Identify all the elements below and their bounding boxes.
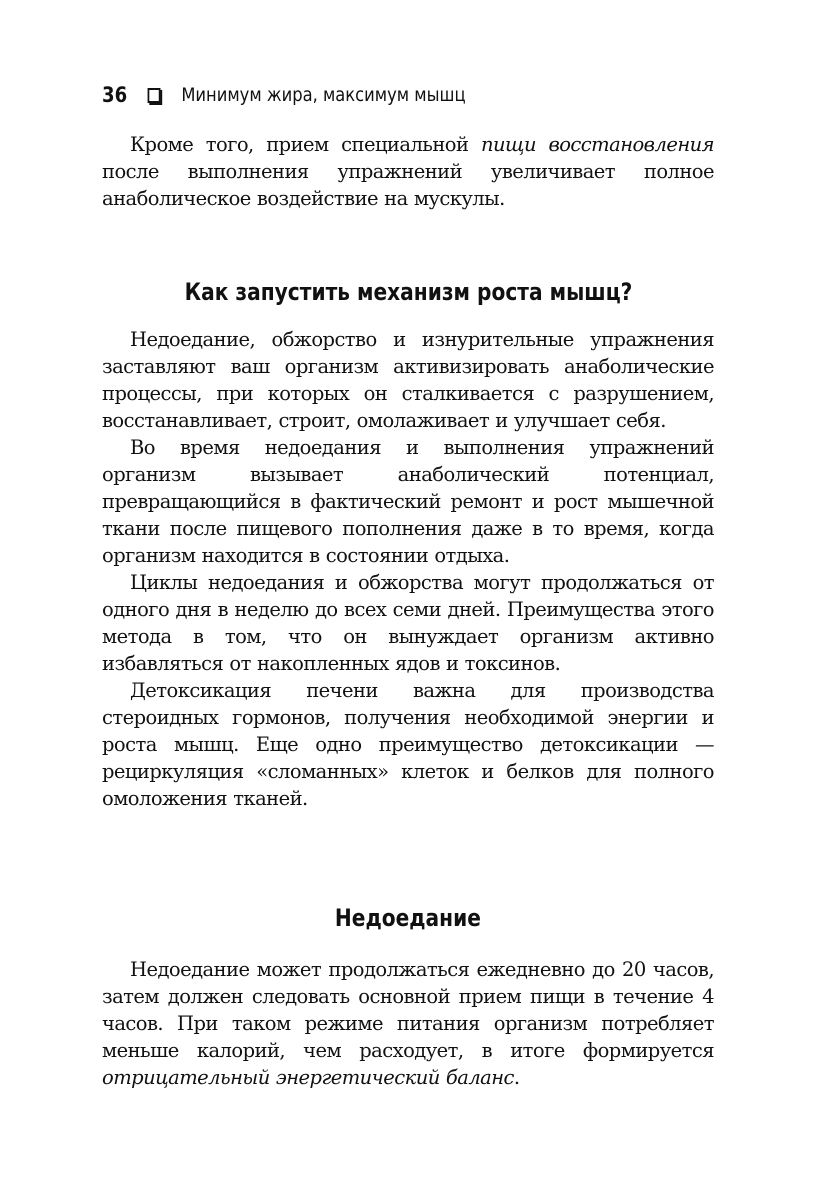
intro-text-end: после выполнения упражнений увеличивает полное анаболическое воздействие на мускулы.: [102, 160, 714, 210]
text-end: .: [513, 1066, 520, 1089]
running-header: [102, 80, 466, 110]
text-start: Недоедание может продолжаться ежедневно до 20 часов, затем должен следовать основной прием пищи в течение 4 часов. При таком режиме питания организм потребляет меньше калорий, чем расходует, в итоге формируется: [102, 958, 714, 1062]
paragraph: Детоксикация печени важна для производства стероидных гормонов, получения необходимой энергии и роста мышц. Еще одно преимущество детоксикации — рециркуляция «сломанных» клеток и белков для полного омоложения тканей.: [102, 679, 714, 810]
intro-paragraph: [102, 131, 714, 212]
italic-term: отрицательный энергетический баланс: [102, 1066, 514, 1089]
paragraph: [102, 956, 714, 1091]
checkbox-square-icon: [148, 88, 161, 103]
section-heading-muscle-growth: Как запустить механизм роста мышц?: [184, 278, 632, 306]
paragraph: Во время недоедания и выполнения упражнений организм вызывает анаболический потенциал, превращающийся в фактический ремонт и рост мышечной ткани после пищевого пополнения даже в то время, когда организм находится в состоянии отдыха.: [102, 436, 714, 567]
page-number: 36: [102, 83, 128, 107]
paragraph: Циклы недоедания и обжорства могут продолжаться от одного дня в неделю до всех семи дней. Преимущества этого метода в том, что он вынуждает организм активно избавляться от накопленных ядов и токсинов.: [102, 571, 714, 675]
intro-block: [102, 131, 714, 212]
paragraph: Недоедание, обжорство и изнурительные упражнения заставляют ваш организм активизировать анаболические процессы, при которых он сталкивается с разрушением, восстанавливает, строит, омолаживает и улучшает себя.: [102, 328, 714, 432]
intro-italic-term: пищи восстановления: [480, 133, 715, 156]
running-title: Минимум жира, максимум мышц: [181, 84, 466, 106]
intro-text-start: Кроме того, прием специальной: [130, 133, 481, 156]
section-heading-undereating: Недоедание: [335, 904, 481, 932]
section1-body: [102, 326, 714, 812]
section2-body: [102, 956, 714, 1091]
